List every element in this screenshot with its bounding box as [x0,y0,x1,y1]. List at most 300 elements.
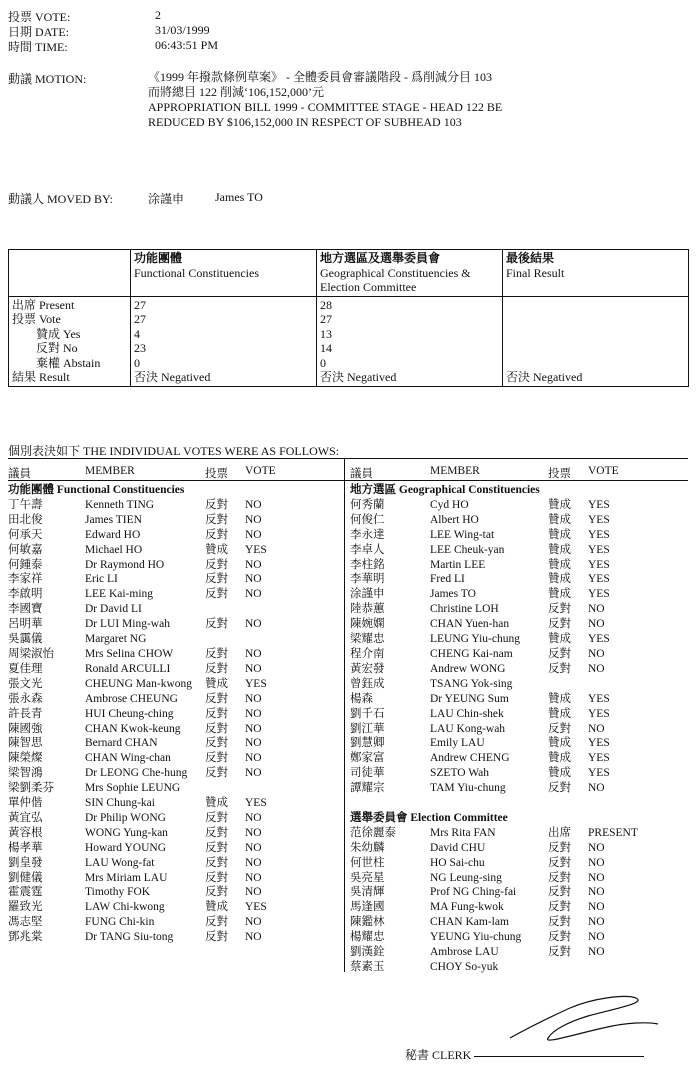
member-english-name: Kenneth TING [85,498,155,511]
vote-chinese: 反對 [205,767,228,780]
vote-english: NO [588,618,605,631]
member-chinese-name: 劉皇發 [8,856,43,869]
vote-english: NO [588,931,605,944]
vote-chinese: 贊成 [548,707,571,720]
table-row [8,871,338,886]
left-col-member-header: MEMBER [85,465,135,477]
table-row [8,856,338,871]
right-col-member-header: MEMBER [430,465,480,477]
vote-chinese: 反對 [205,886,228,899]
member-english-name: LAU Wong-fat [85,856,155,869]
member-chinese-name: 鄧兆棠 [8,931,43,944]
table-row [350,751,690,766]
member-english-name: LEE Wing-tat [430,528,495,541]
member-english-name: LAU Kong-wah [430,722,506,735]
member-english-name: James TO [430,588,476,601]
table-row [8,647,338,662]
vote-count-label: 投票 Vote [12,312,61,326]
time-label: 時間 TIME: [8,40,68,54]
member-chinese-name: 劉千石 [350,707,385,720]
left-col-vote-cn-header: 投票 [205,468,228,480]
left-col-cn-header: 議員 [8,468,31,480]
vote-english [245,602,338,617]
vote-chinese: 贊成 [548,543,571,556]
date-label: 日期 DATE: [8,25,69,39]
functional-votes-table [8,483,338,945]
vote-chinese: 贊成 [205,677,228,690]
summary-body-row [9,296,689,386]
vote-english: YES [588,707,610,720]
member-chinese-name: 陸恭蕙 [350,603,385,616]
member-english-name: Mrs Rita FAN [430,826,496,839]
table-row [350,945,690,960]
vote-english: YES [245,797,267,810]
member-chinese-name: 涂謹申 [350,588,385,601]
vote-chinese [548,960,588,975]
member-english-name: YEUNG Yiu-chung [430,931,522,944]
table-row [350,915,690,930]
motion-line: REDUCED BY $106,152,000 IN RESPECT OF SUBHEAD 103 [148,115,462,129]
vote-english: YES [588,498,610,511]
vote-english: NO [245,931,262,944]
table-row [8,722,338,737]
vote-english: NO [245,662,262,675]
member-chinese-name: 何俊仁 [350,513,385,526]
member-english-name: CHAN Kwok-keung [85,722,181,735]
summary-corner-cell [9,250,131,297]
vote-chinese: 贊成 [548,633,571,646]
member-english-name: LEE Cheuk-yan [430,543,505,556]
vote-number: 2 [155,8,161,22]
functional-header: 功能團體 Functional Constituencies [131,250,317,297]
vote-english: NO [245,841,262,854]
member-chinese-name: 馮志堅 [8,916,43,929]
left-col-vote-header: VOTE [245,465,276,477]
vote-english: NO [245,811,262,824]
vote-english: YES [588,633,610,646]
table-row [8,558,338,573]
table-row [8,617,338,632]
table-row [350,498,690,513]
table-row [8,677,338,692]
member-chinese-name: 蔡素玉 [350,960,385,973]
vote-english: NO [245,722,262,735]
vote-english: YES [588,558,610,571]
vote-english: YES [588,588,610,601]
vote-chinese [548,677,588,692]
member-english-name: Margaret NG [85,633,147,646]
member-english-name: Mrs Selina CHOW [85,647,174,660]
vote-english: NO [245,871,262,884]
vote-chinese: 反對 [548,856,571,869]
vote-chinese: 贊成 [548,558,571,571]
member-chinese-name: 楊耀忠 [350,931,385,944]
member-english-name: Dr LEONG Che-hung [85,767,188,780]
vote-chinese: 反對 [548,841,571,854]
vote-chinese: 反對 [205,498,228,511]
right-col-cn-header: 議員 [350,468,373,480]
member-english-name: Dr Philip WONG [85,811,166,824]
result-label: 結果 Result [12,370,70,384]
vote-chinese: 反對 [205,752,228,765]
table-row [8,632,338,647]
vote-chinese [205,781,245,796]
signature-scribble [508,988,668,1048]
member-chinese-name: 功能團體 Functional Constituencies [8,484,185,496]
vote-english: YES [588,752,610,765]
table-row [350,572,690,587]
vote-chinese: 反對 [205,856,228,869]
right-col-vote-cn-header: 投票 [548,468,571,480]
vote-chinese: 贊成 [205,901,228,914]
yes-label: 贊成 Yes [36,326,81,341]
table-row [8,885,338,900]
section-header [350,811,690,826]
member-chinese-name: 劉健儀 [8,871,43,884]
vote-english [245,781,338,796]
table-row [8,736,338,751]
member-english-name: Emily LAU [430,737,485,750]
member-english-name: Andrew CHENG [430,752,510,765]
vote-summary-table [8,249,689,387]
no-label: 反對 No [36,341,78,355]
vote-label: 投票 VOTE: [8,10,71,24]
clerk-signature [508,988,668,1052]
vote-english: NO [588,647,605,660]
member-english-name: CHOY So-yuk [430,960,499,973]
member-chinese-name: 何敏嘉 [8,543,43,556]
vote-english: NO [588,901,605,914]
member-chinese-name: 鄭家富 [350,752,385,765]
geographical-values: 28 27 13 14 0 否決 Negatived [317,296,503,386]
table-row [350,632,690,647]
vote-chinese: 贊成 [548,498,571,511]
member-english-name: HUI Cheung-ching [85,707,174,720]
divider-header [8,480,688,481]
vote-chinese: 反對 [548,871,571,884]
signature-line [474,1056,644,1057]
member-chinese-name: 劉江華 [350,722,385,735]
member-english-name: NG Leung-sing [430,871,502,884]
table-row [350,602,690,617]
vote-chinese: 反對 [205,647,228,660]
vote-english [588,960,690,975]
member-english-name: Andrew WONG [430,662,506,675]
member-chinese-name: 單仲偕 [8,797,43,810]
member-chinese-name: 黃容根 [8,826,43,839]
table-row [350,707,690,722]
member-english-name: Dr LUI Ming-wah [85,618,170,631]
member-chinese-name: 吳亮星 [350,871,385,884]
member-chinese-name: 劉漢銓 [350,946,385,959]
member-english-name: Prof NG Ching-fai [430,886,517,899]
vote-chinese [205,632,245,647]
vote-english: NO [245,573,262,586]
member-english-name: CHAN Wing-chan [85,752,171,765]
member-chinese-name: 司徒華 [350,767,385,780]
column-divider [344,458,345,972]
table-row [350,692,690,707]
table-row [350,766,690,781]
vote-chinese: 反對 [205,513,228,526]
section-header [8,483,338,498]
table-row [8,528,338,543]
member-chinese-name: 選舉委員會 Election Committee [350,811,508,824]
vote-english: NO [588,782,605,795]
table-row [8,826,338,841]
divider-top [8,458,688,459]
vote-chinese: 贊成 [548,737,571,750]
vote-chinese: 反對 [205,722,228,735]
final-result-header: 最後結果 Final Result [503,250,689,297]
table-row [8,707,338,722]
vote-chinese: 反對 [205,871,228,884]
member-english-name: WONG Yung-kan [85,826,168,839]
vote-chinese: 贊成 [548,573,571,586]
vote-english: NO [245,513,262,526]
member-chinese-name: 黃宏發 [350,662,385,675]
vote-chinese: 贊成 [205,543,228,556]
vote-chinese: 反對 [205,826,228,839]
member-english-name: CHENG Kai-nam [430,647,513,660]
member-english-name: Martin LEE [430,558,486,571]
member-chinese-name: 許長青 [8,707,43,720]
right-col-vote-header: VOTE [588,465,619,477]
vote-english: NO [245,647,262,660]
vote-english: NO [588,946,605,959]
table-row [8,587,338,602]
member-english-name: CHEUNG Man-kwong [85,677,193,690]
member-english-name: TSANG Yok-sing [430,677,513,690]
vote-english: YES [588,767,610,780]
member-chinese-name: 周梁淑怡 [8,647,54,660]
member-english-name: Christine LOH [430,603,499,616]
member-english-name: MA Fung-kwok [430,901,504,914]
vote-english: NO [588,871,605,884]
vote-english: NO [588,722,605,735]
member-english-name: SZETO Wah [430,767,490,780]
geographical-votes-table [350,483,690,975]
member-chinese-name: 呂明華 [8,618,43,631]
vote-chinese: 贊成 [548,767,571,780]
table-row [350,856,690,871]
member-english-name: Albert HO [430,513,479,526]
member-chinese-name: 吳清輝 [350,886,385,899]
member-chinese-name: 馬逢國 [350,901,385,914]
vote-chinese: 反對 [205,662,228,675]
table-row [8,692,338,707]
table-row [8,602,338,617]
vote-english: NO [245,856,262,869]
vote-chinese: 贊成 [548,752,571,765]
table-row [8,751,338,766]
vote-chinese: 贊成 [548,588,571,601]
member-chinese-name: 朱幼麟 [350,841,385,854]
member-english-name: SIN Chung-kai [85,797,155,810]
vote-english: NO [245,528,262,541]
table-row [350,885,690,900]
member-english-name: Michael HO [85,543,143,556]
vote-chinese: 贊成 [548,528,571,541]
time-value: 06:43:51 PM [155,38,219,52]
member-english-name: Ambrose CHEUNG [85,692,178,705]
vote-english: NO [588,662,605,675]
section-header [350,483,690,498]
vote-chinese: 反對 [548,722,571,735]
member-chinese-name: 張永森 [8,692,43,705]
spacer-row [350,796,690,811]
member-chinese-name: 梁劉柔芬 [8,782,54,795]
table-row [8,766,338,781]
vote-chinese: 反對 [548,916,571,929]
vote-english: PRESENT [588,826,638,839]
clerk-label: 秘書 CLERK [405,1048,472,1062]
member-chinese-name: 李華明 [350,573,385,586]
member-english-name: Howard YOUNG [85,841,167,854]
member-chinese-name: 李卓人 [350,543,385,556]
vote-english: NO [245,886,262,899]
member-chinese-name: 李柱銘 [350,558,385,571]
member-english-name: Ambrose LAU [430,946,499,959]
member-chinese-name: 曾鈺成 [350,677,385,690]
vote-chinese: 反對 [548,618,571,631]
vote-chinese: 反對 [205,618,228,631]
vote-chinese: 反對 [205,558,228,571]
table-row [350,871,690,886]
member-chinese-name: 霍震霆 [8,886,43,899]
member-chinese-name: 何承天 [8,528,43,541]
motion-line: 《1999 年撥款條例草案》 - 全體委員會審議階段 - 爲削減分目 103 [148,70,492,84]
table-row [350,781,690,796]
vote-english: NO [245,588,262,601]
moved-by-label: 動議人 MOVED BY: [8,192,113,206]
table-row [350,543,690,558]
table-row [350,826,690,841]
vote-chinese: 反對 [205,692,228,705]
member-english-name: Dr Raymond HO [85,558,165,571]
vote-english: NO [245,692,262,705]
table-row [350,528,690,543]
member-english-name: TAM Yiu-chung [430,782,506,795]
summary-row-labels [9,296,131,386]
table-row [8,543,338,558]
member-english-name: Ronald ARCULLI [85,662,171,675]
vote-chinese: 反對 [205,841,228,854]
member-chinese-name: 譚耀宗 [350,782,385,795]
vote-chinese: 反對 [205,811,228,824]
member-chinese-name: 劉慧卿 [350,737,385,750]
member-chinese-name: 丁午壽 [8,498,43,511]
table-row [350,662,690,677]
vote-english: YES [588,513,610,526]
vote-english: YES [588,528,610,541]
vote-english: YES [588,737,610,750]
member-chinese-name: 陳國強 [8,722,43,735]
member-chinese-name: 梁智鴻 [8,767,43,780]
motion-line: APPROPRIATION BILL 1999 - COMMITTEE STAGE - HEAD 122 BE [148,100,503,114]
member-english-name: LAW Chi-kwong [85,901,165,914]
member-chinese-name: 范徐麗泰 [350,826,396,839]
member-english-name: CHAN Kam-lam [430,916,509,929]
vote-chinese: 反對 [548,931,571,944]
motion-text [148,70,502,130]
vote-english: NO [245,618,262,631]
member-chinese-name: 李家祥 [8,573,43,586]
vote-english: YES [245,543,267,556]
member-english-name: Eric LI [85,573,118,586]
member-english-name: Dr David LI [85,603,142,616]
member-chinese-name: 吳靄儀 [8,633,43,646]
vote-chinese: 反對 [548,662,571,675]
member-chinese-name: 陳鑑林 [350,916,385,929]
vote-english [245,632,338,647]
vote-chinese: 反對 [548,901,571,914]
member-english-name: FUNG Chi-kin [85,916,155,929]
member-english-name: James TIEN [85,513,142,526]
member-chinese-name: 陳榮燦 [8,752,43,765]
vote-chinese: 贊成 [205,797,228,810]
vote-english [588,677,690,692]
vote-english: NO [245,498,262,511]
vote-chinese: 反對 [205,931,228,944]
vote-english: NO [245,826,262,839]
member-chinese-name: 楊森 [350,692,373,705]
table-row [350,900,690,915]
abstain-label: 棄權 Abstain [36,355,101,370]
member-chinese-name: 何世柱 [350,856,385,869]
table-row [8,781,338,796]
member-chinese-name: 李啟明 [8,588,43,601]
vote-english: YES [245,677,267,690]
table-row [350,587,690,602]
individual-votes-title: 個別表決如下 THE INDIVIDUAL VOTES WERE AS FOLLOWS: [8,444,340,458]
member-chinese-name: 程介南 [350,647,385,660]
member-chinese-name: 梁耀忠 [350,633,385,646]
table-row [350,960,690,975]
member-chinese-name: 羅致光 [8,901,43,914]
vote-english: NO [588,856,605,869]
vote-english: NO [245,737,262,750]
table-row [350,513,690,528]
table-row [8,572,338,587]
member-english-name: Dr TANG Siu-tong [85,931,174,944]
vote-english: NO [588,841,605,854]
member-chinese-name: 張文光 [8,677,43,690]
vote-chinese: 反對 [205,916,228,929]
vote-chinese: 出席 [548,826,571,839]
vote-chinese [205,602,245,617]
member-english-name: Timothy FOK [85,886,151,899]
vote-english: YES [588,692,610,705]
member-english-name: Mrs Miriam LAU [85,871,168,884]
member-chinese-name: 楊孝華 [8,841,43,854]
member-chinese-name: 田北俊 [8,513,43,526]
vote-chinese: 贊成 [548,692,571,705]
member-english-name: David CHU [430,841,486,854]
member-chinese-name: 李國寶 [8,603,43,616]
vote-english: NO [245,752,262,765]
table-row [350,722,690,737]
motion-label: 動議 MOTION: [8,72,87,86]
vote-chinese: 贊成 [548,513,571,526]
member-english-name: Mrs Sophie LEUNG [85,782,181,795]
mover-chinese-name: 涂謹申 [148,192,185,206]
vote-chinese: 反對 [548,603,571,616]
vote-chinese: 反對 [548,782,571,795]
table-row [350,930,690,945]
table-row [350,841,690,856]
date-value: 31/03/1999 [155,23,210,37]
